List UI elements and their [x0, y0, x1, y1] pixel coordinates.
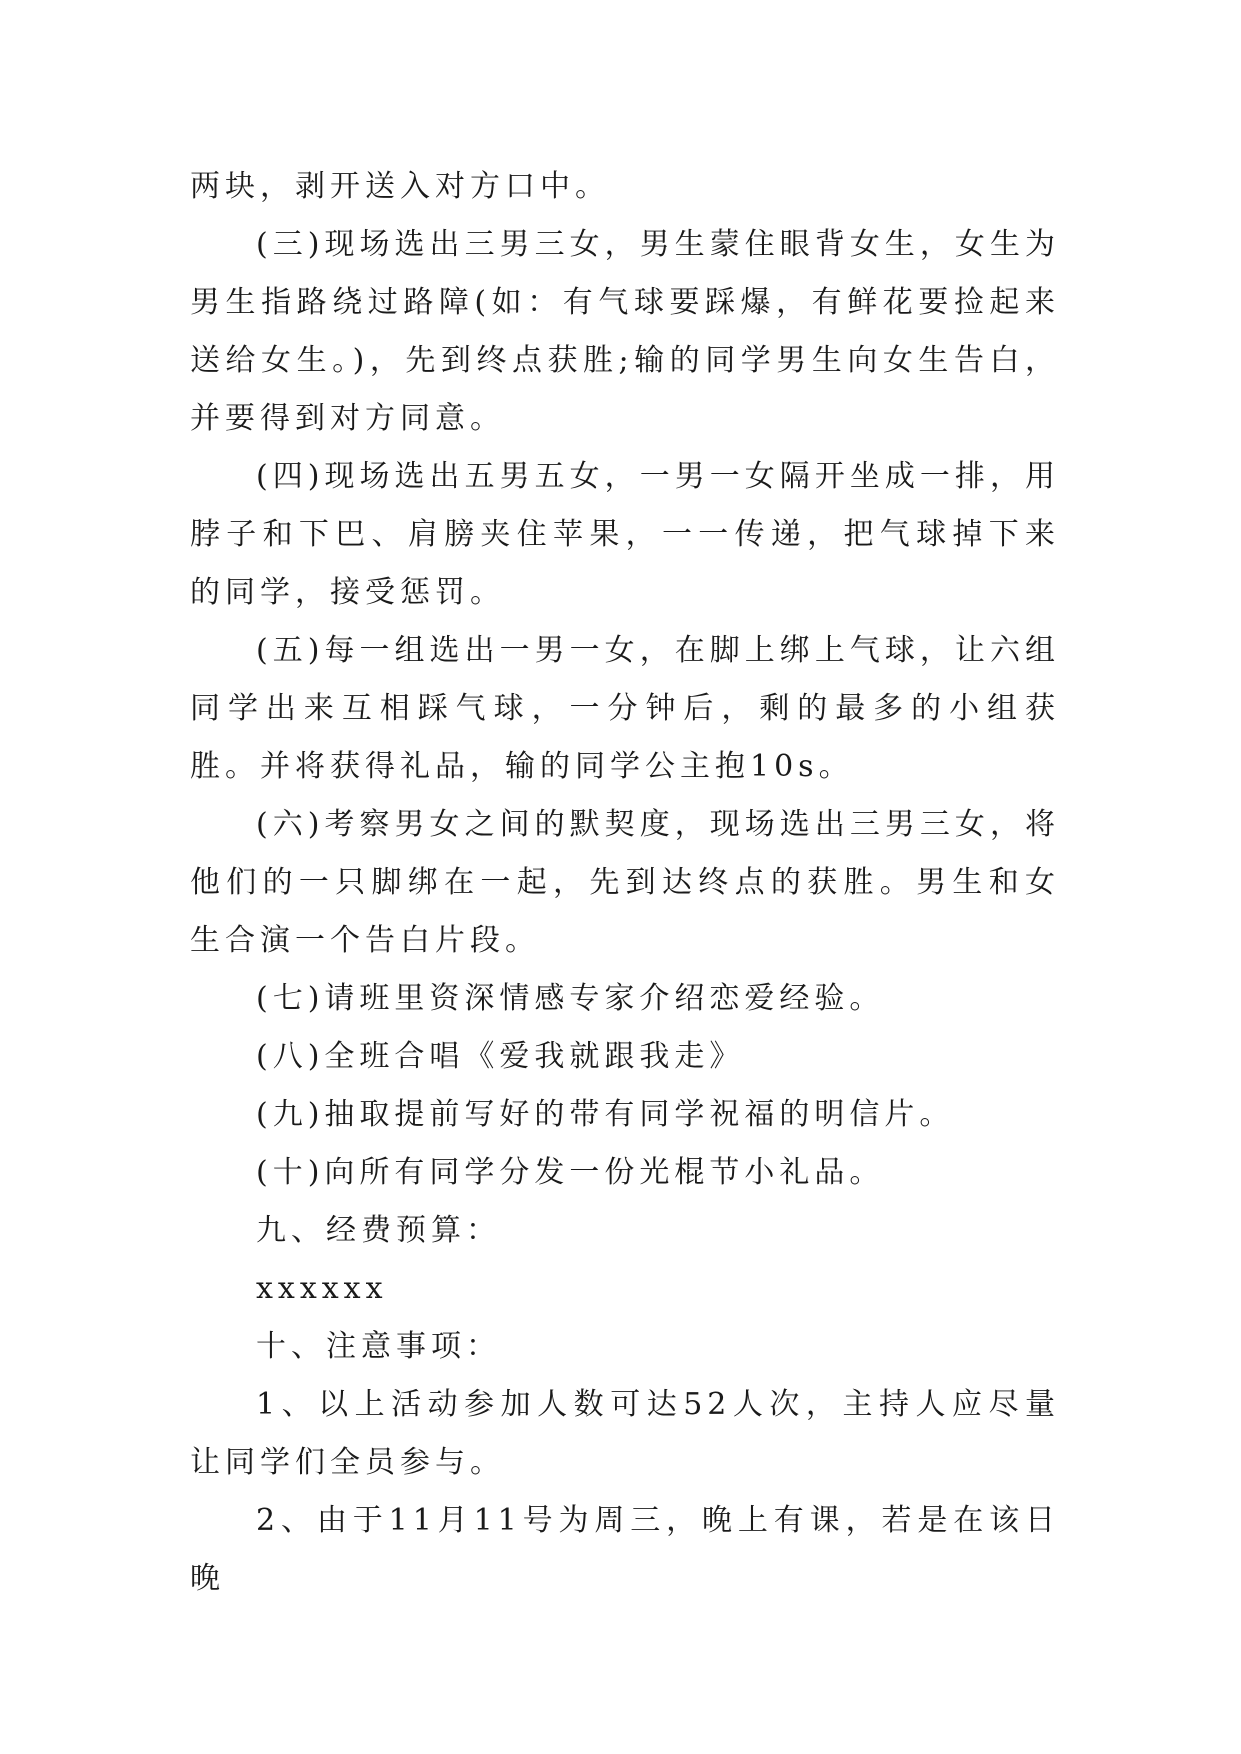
paragraph-activity-7: (七)请班里资深情感专家介绍恋爱经验。	[256, 981, 885, 1016]
note-item-2: 2、由于11月11号为周三，晚上有课，若是在该日晚	[190, 1503, 1060, 1596]
note-item-1: 1、以上活动参加人数可达52人次，主持人应尽量让同学们全员参与。	[190, 1387, 1060, 1480]
paragraph-activity-6: (六)考察男女之间的默契度，现场选出三男三女，将他们的一只脚绑在一起，先到达终点的获胜。男生和女生合演一个告白片段。	[190, 807, 1060, 958]
section-heading-budget: 九、经费预算：	[256, 1213, 501, 1248]
paragraph-activity-8: (八)全班合唱《爱我就跟我走》	[256, 1039, 745, 1074]
document-body	[190, 158, 1060, 1608]
paragraph-continuation: 两块，剥开送入对方口中。	[190, 169, 610, 204]
paragraph-activity-9: (九)抽取提前写好的带有同学祝福的明信片。	[256, 1097, 955, 1132]
paragraph-activity-4: (四)现场选出五男五女，一男一女隔开坐成一排，用脖子和下巴、肩膀夹住苹果，一一传递，把气球掉下来的同学，接受惩罚。	[190, 459, 1060, 610]
budget-value: xxxxxx	[256, 1271, 388, 1306]
section-heading-notes: 十、注意事项：	[256, 1329, 501, 1364]
paragraph-activity-10: (十)向所有同学分发一份光棍节小礼品。	[256, 1155, 885, 1190]
paragraph-activity-5: (五)每一组选出一男一女，在脚上绑上气球，让六组同学出来互相踩气球，一分钟后，剩的最多的小组获胜。并将获得礼品，输的同学公主抱10s。	[190, 633, 1060, 784]
paragraph-activity-3: (三)现场选出三男三女，男生蒙住眼背女生，女生为男生指路绕过路障(如：有气球要踩爆，有鲜花要捡起来送给女生。)，先到终点获胜;输的同学男生向女生告白，并要得到对方同意。	[190, 227, 1060, 436]
